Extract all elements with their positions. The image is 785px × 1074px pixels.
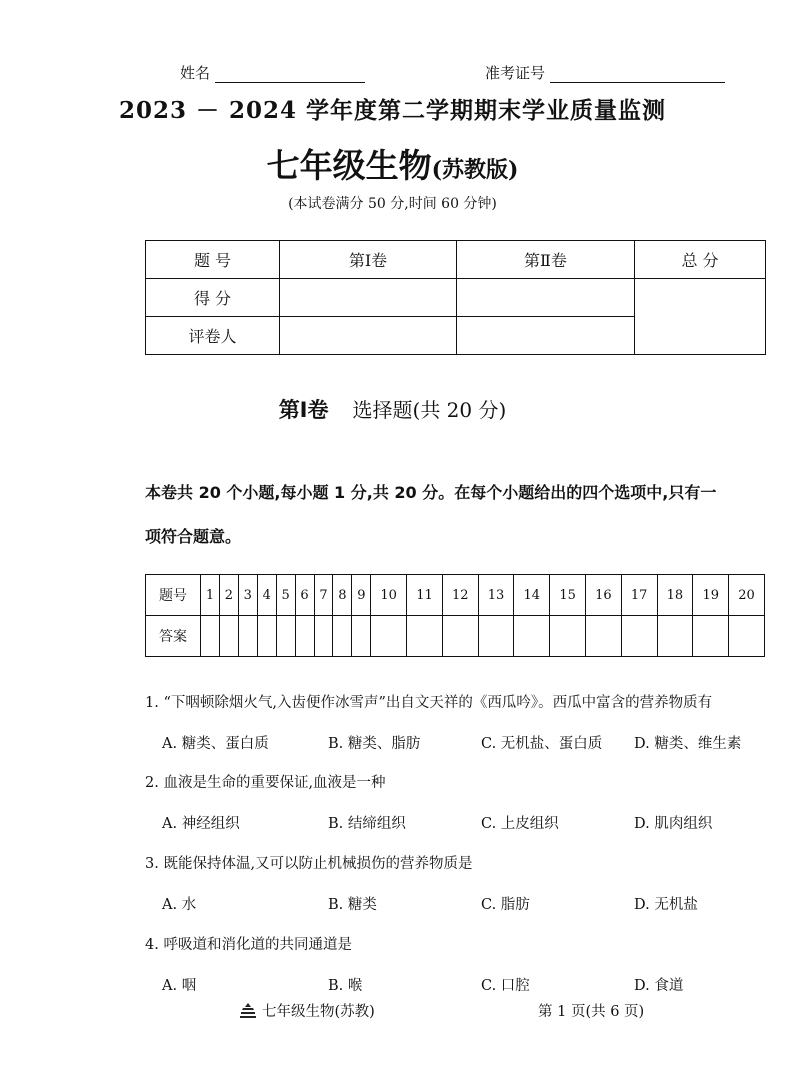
answer-cell-3[interactable] [238,616,257,657]
q2-option-b: B. 结缔组织 [328,816,406,832]
name-blank[interactable] [215,68,365,83]
answer-cell-14[interactable] [514,616,550,657]
score-col-part2: 第Ⅱ卷 [457,241,635,279]
q1-option-a: A. 糖类、蛋白质 [162,736,269,752]
answer-number-7: 7 [314,575,333,616]
q4-option-d: D. 食道 [634,978,684,994]
answer-table [145,574,765,657]
answer-number-6: 6 [295,575,314,616]
answer-number-13: 13 [478,575,514,616]
answer-number-15: 15 [550,575,586,616]
score-table [145,240,766,355]
answer-cell-11[interactable] [407,616,443,657]
answer-cell-12[interactable] [442,616,478,657]
name-field [180,62,365,83]
q4-option-b: B. 喉 [328,978,363,994]
answer-cell-7[interactable] [314,616,333,657]
id-blank[interactable] [550,68,725,83]
answer-cell-5[interactable] [276,616,295,657]
answer-cell-17[interactable] [621,616,657,657]
q4-option-a: A. 咽 [162,978,197,994]
score-cell[interactable] [280,279,457,317]
answer-number-19: 19 [693,575,729,616]
footer-subject: 七年级生物(苏教) [262,1004,375,1020]
instructions-line1: 本卷共 20 个小题,每小题 1 分,共 20 分。在每个小题给出的四个选项中,只有一 [145,483,717,502]
q2-option-d: D. 肌肉组织 [634,816,713,832]
answer-number-8: 8 [333,575,352,616]
grader-row-label: 评卷人 [146,317,280,355]
section-heading [0,394,785,424]
section-name: 第Ⅰ卷 [278,398,329,422]
answer-number-10: 10 [371,575,407,616]
q1-option-c: C. 无机盐、蛋白质 [481,736,603,752]
answer-cell-6[interactable] [295,616,314,657]
score-col-part1: 第Ⅰ卷 [280,241,457,279]
question-3: 3. 既能保持体温,又可以防止机械损伤的营养物质是 [145,856,473,872]
q3-option-a: A. 水 [162,897,197,913]
q3-option-d: D. 无机盐 [634,897,698,913]
q2-option-c: C. 上皮组织 [481,816,559,832]
instructions-line2: 项符合题意。 [145,527,242,546]
subject-name: 七年级生物 [266,146,432,185]
score-cell[interactable] [457,279,635,317]
exam-note: (本试卷满分 50 分,时间 60 分钟) [288,196,497,212]
question-4: 4. 呼吸道和消化道的共同通道是 [145,937,352,953]
question-1: 1. “下咽顿除烟火气,入齿便作冰雪声”出自文天祥的《西瓜吟》。西瓜中富含的营养物质有 [145,695,713,711]
answer-number-1: 1 [201,575,220,616]
answer-number-18: 18 [657,575,693,616]
q4-option-c: C. 口腔 [481,978,530,994]
score-col-label: 题 号 [146,241,280,279]
answer-cell-13[interactable] [478,616,514,657]
pagoda-logo-icon [240,1003,256,1018]
score-col-total: 总 分 [635,241,766,279]
q3-option-c: C. 脂肪 [481,897,530,913]
answer-cell-4[interactable] [257,616,276,657]
answer-cell-18[interactable] [657,616,693,657]
q3-option-b: B. 糖类 [328,897,377,913]
answer-number-2: 2 [219,575,238,616]
answer-cell-10[interactable] [371,616,407,657]
q2-option-a: A. 神经组织 [162,816,240,832]
section-desc: 选择题(共 20 分) [352,398,507,422]
answer-cell-1[interactable] [201,616,220,657]
answer-cell-2[interactable] [219,616,238,657]
answer-cell-15[interactable] [550,616,586,657]
name-label: 姓名 [180,64,211,82]
grader-cell[interactable] [280,317,457,355]
total-cell[interactable] [635,279,766,355]
answer-number-14: 14 [514,575,550,616]
footer-left [240,1000,375,1021]
answer-num-label: 题号 [146,575,201,616]
page-number: 第 1 页(共 6 页) [538,1004,645,1020]
answer-cell-9[interactable] [352,616,371,657]
question-2: 2. 血液是生命的重要保证,血液是一种 [145,775,386,791]
answer-cell-8[interactable] [333,616,352,657]
answer-number-20: 20 [729,575,765,616]
answer-number-11: 11 [407,575,443,616]
answer-number-4: 4 [257,575,276,616]
answer-label: 答案 [146,616,201,657]
answer-number-9: 9 [352,575,371,616]
subject-title [0,140,785,187]
edition-label: (苏教版) [431,157,519,183]
answer-number-3: 3 [238,575,257,616]
answer-number-16: 16 [585,575,621,616]
answer-cell-19[interactable] [693,616,729,657]
answer-number-12: 12 [442,575,478,616]
id-field [485,62,725,83]
answer-cell-16[interactable] [585,616,621,657]
answer-number-5: 5 [276,575,295,616]
answer-cell-20[interactable] [729,616,765,657]
exam-title: 2023 － 2024 学年度第二学期期末学业质量监测 [118,97,667,124]
answer-number-17: 17 [621,575,657,616]
q1-option-b: B. 糖类、脂肪 [328,736,421,752]
q1-option-d: D. 糖类、维生素 [634,736,742,752]
score-row-label: 得 分 [146,279,280,317]
id-label: 准考证号 [485,64,546,82]
grader-cell[interactable] [457,317,635,355]
